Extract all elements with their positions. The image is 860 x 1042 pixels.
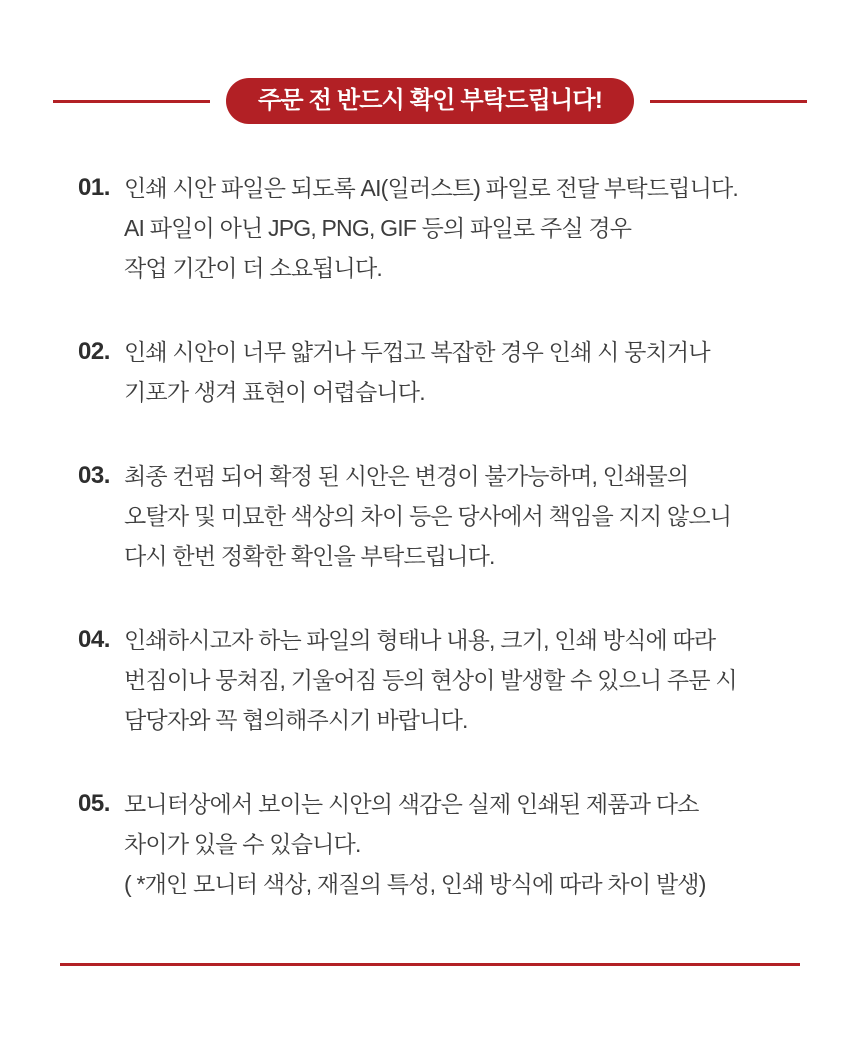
notice-number: 05. bbox=[78, 790, 110, 817]
header-rule-left bbox=[53, 100, 210, 103]
notice-line: 인쇄 시안이 너무 얇거나 두껍고 복잡한 경우 인쇄 시 뭉치거나 bbox=[124, 339, 710, 365]
notice-text bbox=[124, 332, 710, 412]
notice-list bbox=[78, 168, 818, 948]
notice-text bbox=[124, 456, 731, 576]
notice-item-03 bbox=[78, 456, 818, 576]
notice-line: 최종 컨펌 되어 확정 된 시안은 변경이 불가능하며, 인쇄물의 bbox=[124, 463, 689, 489]
notice-line: 담당자와 꼭 협의해주시기 바랍니다. bbox=[124, 707, 468, 733]
notice-line: 인쇄하시고자 하는 파일의 형태나 내용, 크기, 인쇄 방식에 따라 bbox=[124, 627, 716, 653]
notice-line: 모니터상에서 보이는 시안의 색감은 실제 인쇄된 제품과 다소 bbox=[124, 791, 699, 817]
notice-line: 작업 기간이 더 소요됩니다. bbox=[124, 255, 382, 281]
notice-number: 03. bbox=[78, 462, 110, 489]
notice-text bbox=[124, 620, 737, 740]
notice-text bbox=[124, 168, 738, 288]
header-badge: 주문 전 반드시 확인 부탁드립니다! bbox=[226, 78, 634, 124]
notice-line: 기포가 생겨 표현이 어렵습니다. bbox=[124, 379, 425, 405]
notice-item-01 bbox=[78, 168, 818, 288]
notice-number: 04. bbox=[78, 626, 110, 653]
notice-item-02 bbox=[78, 332, 818, 412]
notice-number: 02. bbox=[78, 338, 110, 365]
notice-line: AI 파일이 아닌 JPG, PNG, GIF 등의 파일로 주실 경우 bbox=[124, 215, 632, 241]
notice-number: 01. bbox=[78, 174, 110, 201]
notice-line: 오탈자 및 미묘한 색상의 차이 등은 당사에서 책임을 지지 않으니 bbox=[124, 503, 732, 529]
notice-line: 차이가 있을 수 있습니다. bbox=[124, 831, 361, 857]
notice-item-05 bbox=[78, 784, 818, 904]
notice-line: ( *개인 모니터 색상, 재질의 특성, 인쇄 방식에 따라 차이 발생) bbox=[124, 871, 706, 897]
header-rule-right bbox=[650, 100, 807, 103]
notice-line: 인쇄 시안 파일은 되도록 AI(일러스트) 파일로 전달 부탁드립니다. bbox=[124, 175, 739, 201]
notice-header bbox=[0, 78, 860, 124]
notice-text bbox=[124, 784, 706, 904]
notice-item-04 bbox=[78, 620, 818, 740]
bottom-divider bbox=[60, 963, 800, 966]
notice-line: 다시 한번 정확한 확인을 부탁드립니다. bbox=[124, 543, 495, 569]
notice-line: 번짐이나 뭉쳐짐, 기울어짐 등의 현상이 발생할 수 있으니 주문 시 bbox=[124, 667, 737, 693]
